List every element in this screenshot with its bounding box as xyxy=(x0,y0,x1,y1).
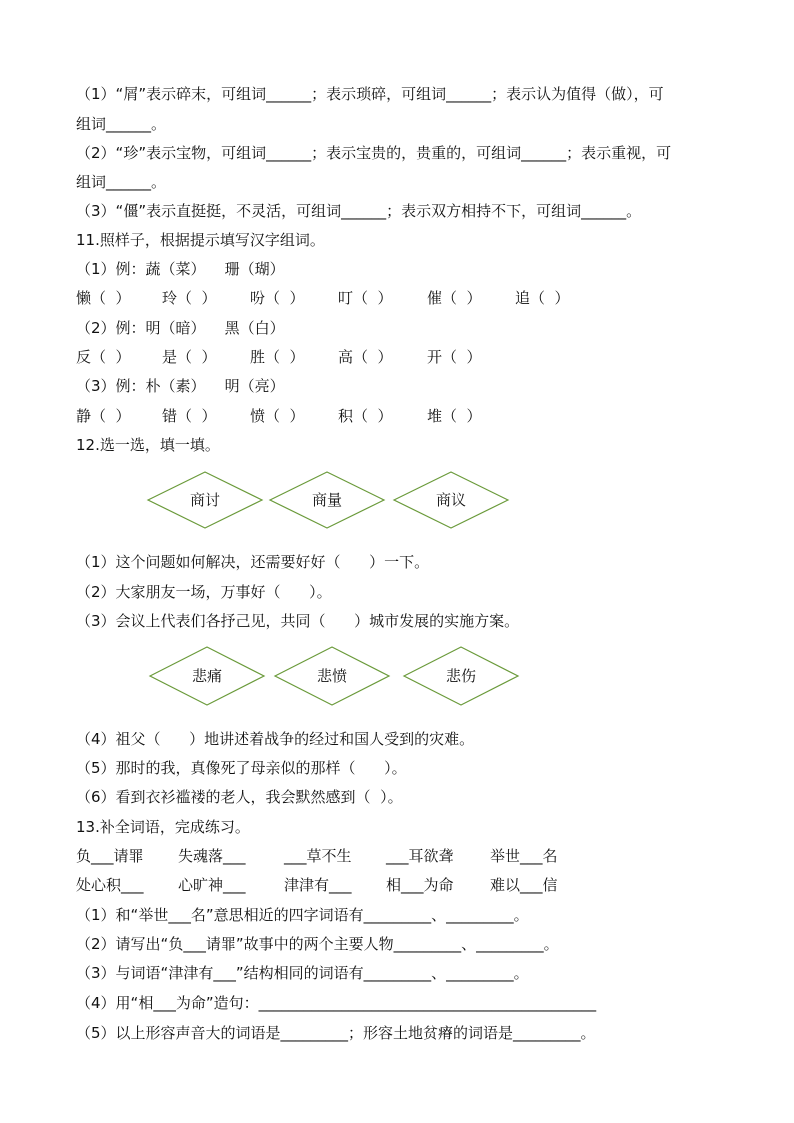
q13-row1-idiom: 负___请罪 xyxy=(76,847,144,865)
q13-row2-idiom: 相___为命 xyxy=(386,876,454,894)
q11-row1-item: 懒（ ） xyxy=(76,289,131,307)
q11-row3-item: 堆（ ） xyxy=(427,407,482,425)
q12-title: 12.选一选，填一填。 xyxy=(76,436,220,454)
q11-row3-item: 积（ ） xyxy=(338,407,393,425)
q11-row2-item: 开（ ） xyxy=(427,348,482,366)
q13-sentence-1: （1）和“举世___名”意思相近的四字词语有_________、_________。 xyxy=(76,906,529,924)
q11-row1-item: 叮（ ） xyxy=(338,289,393,307)
svg-text:悲伤: 悲伤 xyxy=(445,667,477,685)
svg-text:悲愤: 悲愤 xyxy=(316,667,348,685)
svg-text:商议: 商议 xyxy=(435,491,467,509)
svg-text:商讨: 商讨 xyxy=(189,491,221,509)
diamond-word-option xyxy=(148,472,262,528)
q10-line-3: （2）“珍”表示宝物，可组词______；表示宝贵的，贵重的，可组词______；表示重视，可 xyxy=(76,144,672,162)
q12-sentence-5: （5）那时的我，真像死了母亲似的那样（ ）。 xyxy=(76,759,407,777)
q13-row2-idiom: 津津有___ xyxy=(284,876,352,894)
diamond-word-option xyxy=(150,647,264,705)
q10-line-4: 组词______。 xyxy=(76,173,167,191)
diamond-word-option xyxy=(404,647,518,705)
q13-row1-idiom: ___耳欲聋 xyxy=(386,847,454,865)
q11-row2-item: 胜（ ） xyxy=(250,348,305,366)
q11-row1-item: 追（ ） xyxy=(515,289,570,307)
q12-sentence-2: （2）大家朋友一场，万事好（ ）。 xyxy=(76,583,332,601)
word-choice-diamonds-1 xyxy=(0,463,794,543)
word-choice-diamonds-2 xyxy=(0,638,794,718)
q12-sentence-3: （3）会议上代表们各抒己见，共同（ ）城市发展的实施方案。 xyxy=(76,612,520,630)
q13-row2-idiom: 难以___信 xyxy=(490,876,558,894)
q11-row1-item: 吩（ ） xyxy=(250,289,305,307)
q13-row2-idiom: 心旷神___ xyxy=(178,876,246,894)
q13-title: 13.补全词语，完成练习。 xyxy=(76,818,250,836)
diamond-word-option xyxy=(270,472,384,528)
svg-text:悲痛: 悲痛 xyxy=(191,667,223,685)
q13-sentence-2: （2）请写出“负___请罪”故事中的两个主要人物_________、_________。 xyxy=(76,935,559,953)
q13-row1-idiom: 失魂落___ xyxy=(178,847,246,865)
q13-row1-idiom: ___草不生 xyxy=(284,847,352,865)
q11-example-3: （3）例：朴（素） 明（亮） xyxy=(76,377,285,395)
q11-row2-item: 是（ ） xyxy=(162,348,217,366)
q11-title: 11.照样子，根据提示填写汉字组词。 xyxy=(76,231,325,249)
q11-row3-item: 愤（ ） xyxy=(250,407,305,425)
q13-sentence-4: （4）用“相___为命”造句：_____________________________________________ xyxy=(76,994,597,1012)
q11-row1-item: 催（ ） xyxy=(427,289,482,307)
q11-row3-item: 静（ ） xyxy=(76,407,131,425)
diamond-word-option xyxy=(275,647,389,705)
q10-line-2: 组词______。 xyxy=(76,115,167,133)
q11-row2-item: 反（ ） xyxy=(76,348,131,366)
q11-example-1: （1）例：蔬（菜） 珊（瑚） xyxy=(76,260,285,278)
svg-text:商量: 商量 xyxy=(311,491,343,509)
q13-row2-idiom: 处心积___ xyxy=(76,876,144,894)
q12-sentence-1: （1）这个问题如何解决，还需要好好（ ）一下。 xyxy=(76,553,430,571)
q10-line-1: （1）“屑”表示碎末，可组词______；表示琐碎，可组词______；表示认为值得（做），可 xyxy=(76,85,664,103)
q13-sentence-5: （5）以上形容声音大的词语是_________；形容土地贫瘠的词语是_________。 xyxy=(76,1024,596,1042)
q11-row1-item: 玲（ ） xyxy=(162,289,217,307)
diamond-word-option xyxy=(394,472,508,528)
q10-line-5: （3）“僵”表示直挺挺，不灵活，可组词______；表示双方相持不下，可组词______。 xyxy=(76,202,642,220)
q11-example-2: （2）例：明（暗） 黑（白） xyxy=(76,319,285,337)
q12-sentence-4: （4）祖父（ ）地讲述着战争的经过和国人受到的灾难。 xyxy=(76,730,475,748)
q13-sentence-3: （3）与词语“津津有___”结构相同的词语有_________、_________。 xyxy=(76,964,529,982)
q11-row2-item: 高（ ） xyxy=(338,348,393,366)
q11-row3-item: 错（ ） xyxy=(162,407,217,425)
q13-row1-idiom: 举世___名 xyxy=(490,847,558,865)
q12-sentence-6: （6）看到衣衫褴褛的老人，我会默然感到（ ）。 xyxy=(76,788,403,806)
